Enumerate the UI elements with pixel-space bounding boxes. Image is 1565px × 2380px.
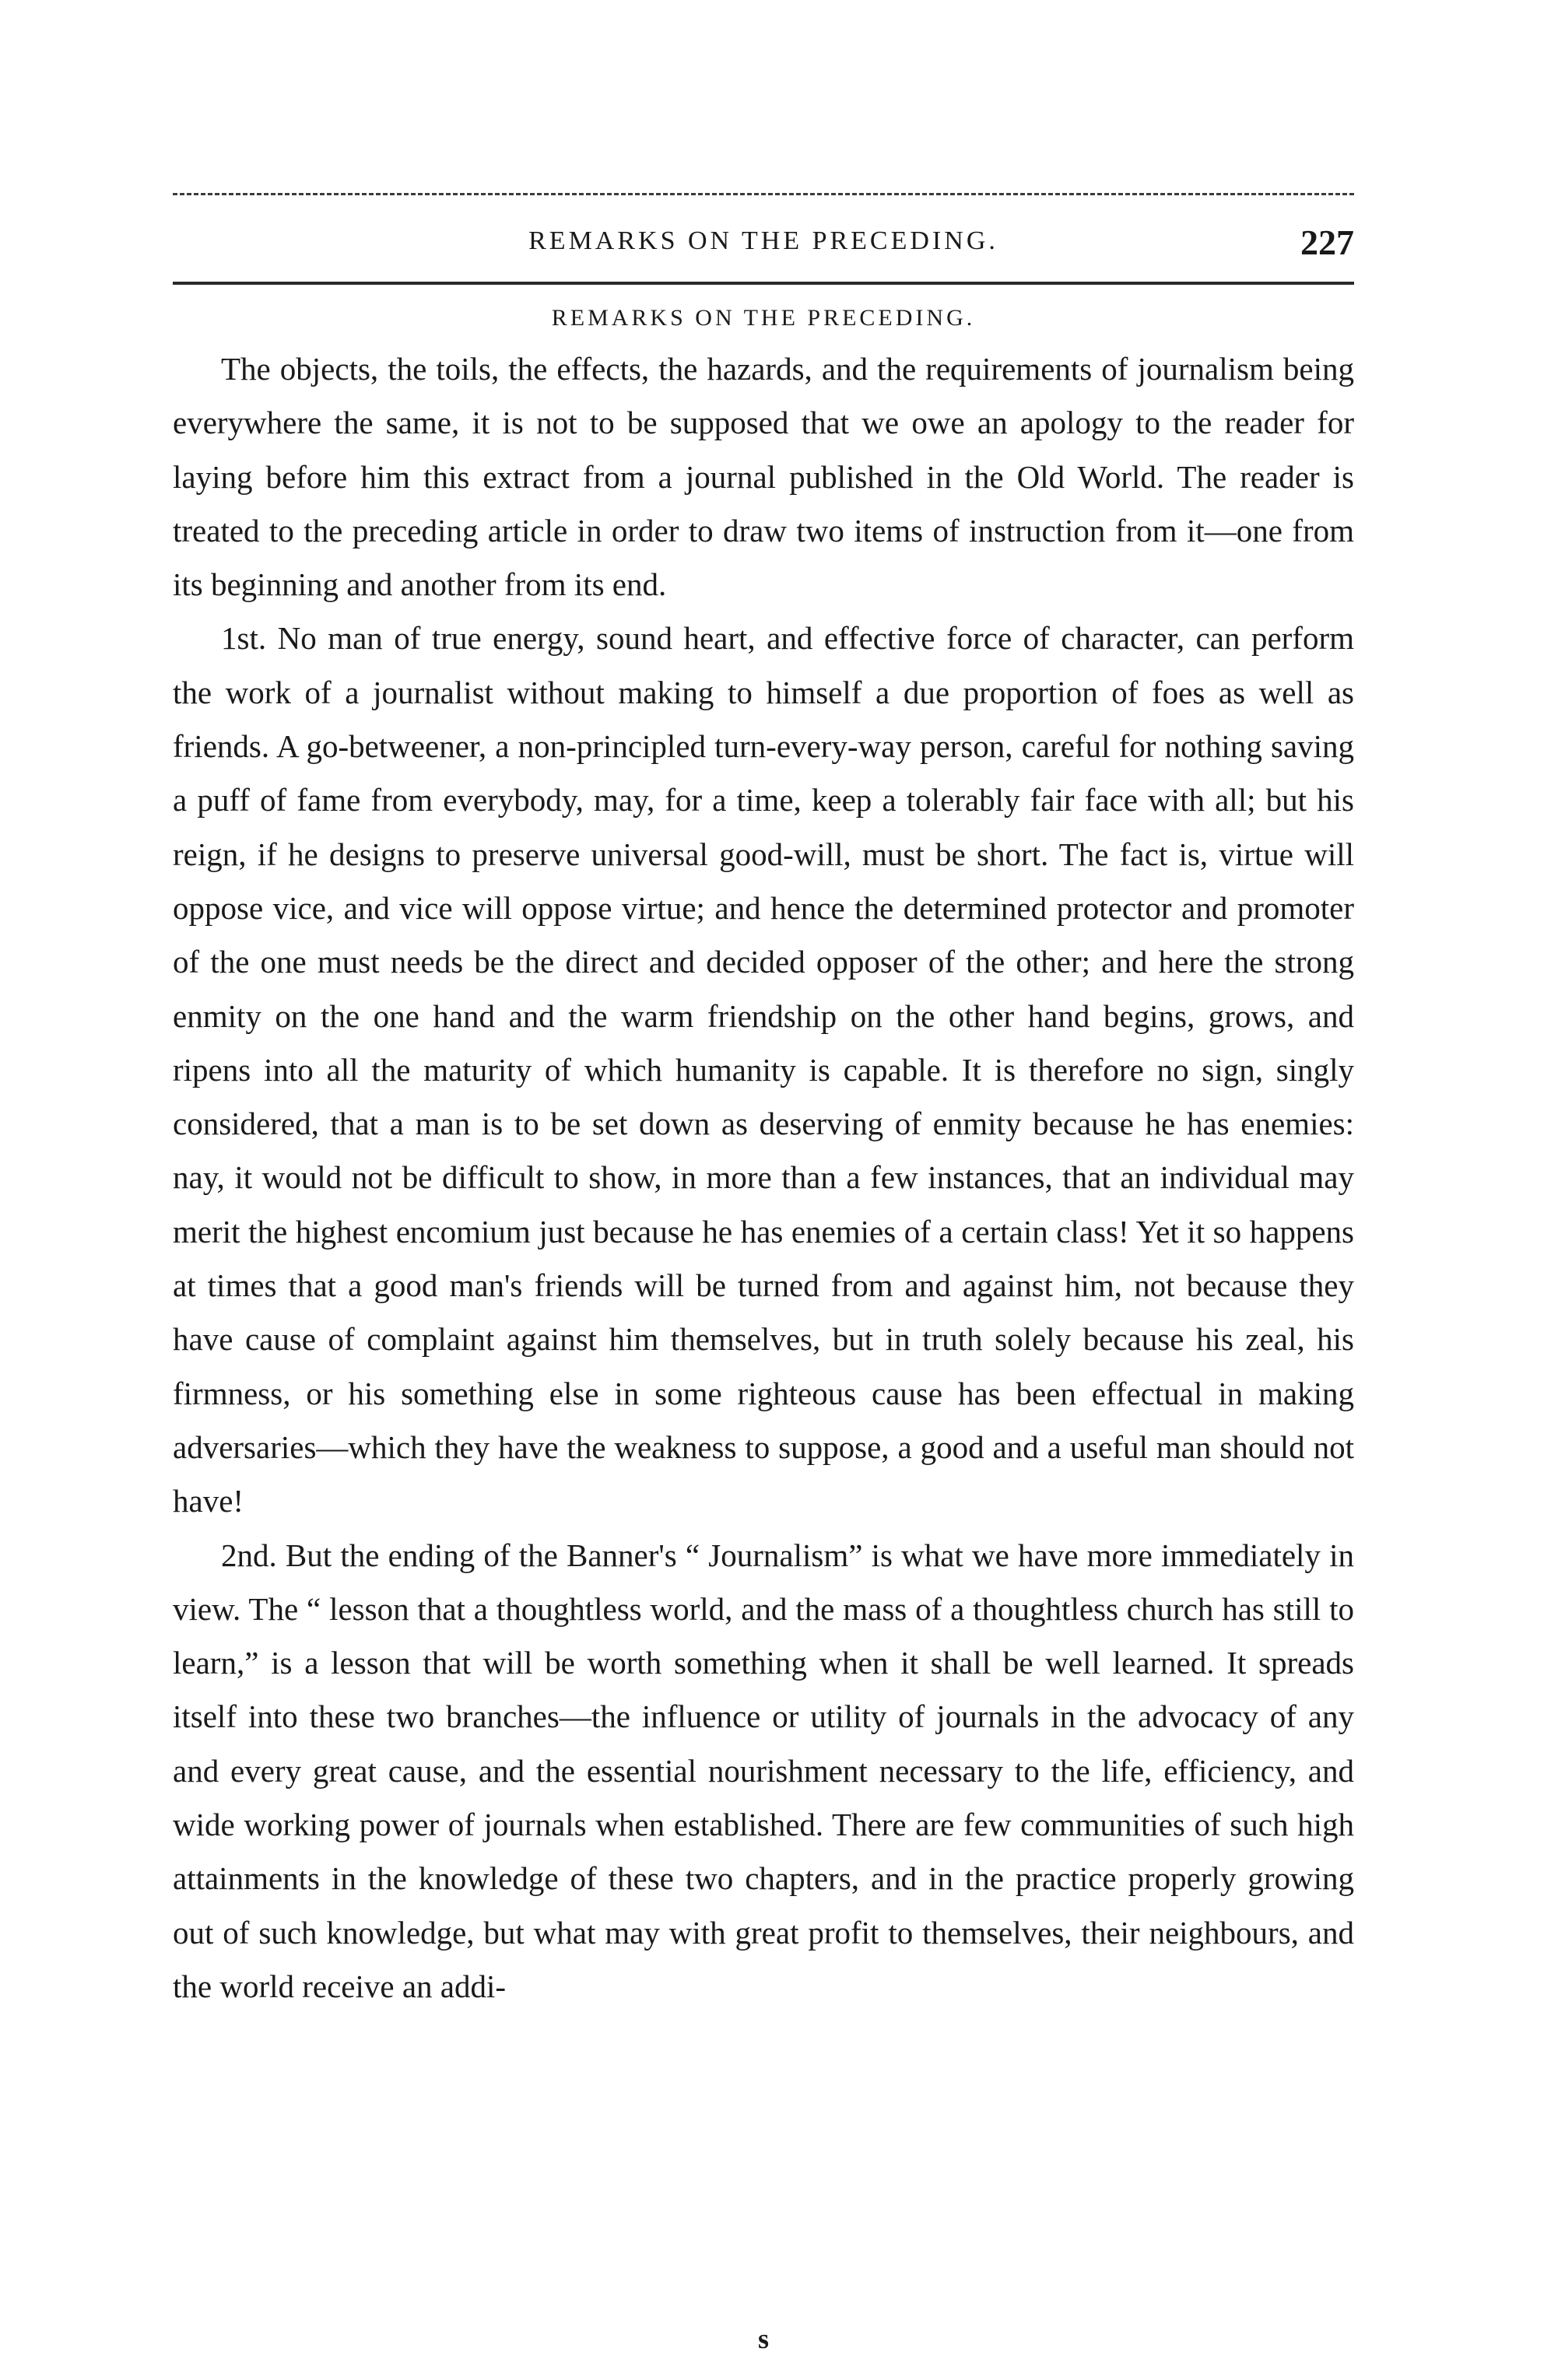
running-head bbox=[173, 222, 1354, 268]
body-text bbox=[173, 342, 1354, 2014]
header-bottom-rule bbox=[173, 282, 1354, 285]
section-heading: REMARKS ON THE PRECEDING. bbox=[551, 305, 976, 331]
paragraph-first-point: 1st. No man of true energy, sound heart, and effective force of character, can perform the work of a journalist without making to himself a due proportion of foes as well as friends. A go-betweener, a non-principled turn-every-way person, careful for nothing saving a puff of fame from everybody, may, for a time, keep a tolerably fair face with all; but his reign, if he designs to preserve universal good-will, must be short. The fact is, virtue will oppose vice, and vice will oppose virtue; and hence the determined protector and promoter of the one must needs be the direct and decided opposer of the other; and here the strong enmity on the one hand and the warm friendship on the other hand begins, grows, and ripens into all the maturity of which humanity is capable. It is therefore no sign, singly considered, that a man is to be set down as deserving of enmity because he has enemies: nay, it would not be difficult to show, in more than a few instances, that an individual may merit the highest encomium just because he has enemies of a certain class! Yet it so happens at times that a good man's friends will be turned from and against him, not because they have cause of complaint against him themselves, but in truth solely because his zeal, his firmness, or his something else in some righteous cause has been effectual in making adversaries—which they have the weakness to suppose, a good and a useful man should not have! bbox=[173, 620, 1354, 1519]
running-title: REMARKS ON THE PRECEDING. bbox=[528, 226, 998, 255]
page-number: 227 bbox=[1300, 223, 1354, 262]
header-top-rule bbox=[173, 193, 1354, 195]
paragraph-intro: The objects, the toils, the effects, the hazards, and the requirements of journalism being everywhere the same, it is not to be supposed that we owe an apology to the reader for laying before him this extract from a journal published in the Old World. The reader is treated to the preceding article in order to draw two items of instruction from it—one from its beginning and another from its end. bbox=[173, 351, 1354, 603]
signature-mark: s bbox=[757, 2323, 769, 2354]
paragraph-second-point: 2nd. But the ending of the Banner's “ Journalism” is what we have more immediately in view. The “ lesson that a thoughtless world, and the mass of a thoughtless church has still to learn,” is a lesson that will be worth something when it shall be well learned. It spreads itself into these two branches—the influence or utility of journals in the advocacy of any and every great cause, and the essential nourishment necessary to the life, efficiency, and wide working power of journals when established. There are few communities of such high attainments in the knowledge of these two chapters, and in the practice properly growing out of such knowledge, but what may with great profit to themselves, their neighbours, and the world receive an addi- bbox=[173, 1537, 1354, 2004]
